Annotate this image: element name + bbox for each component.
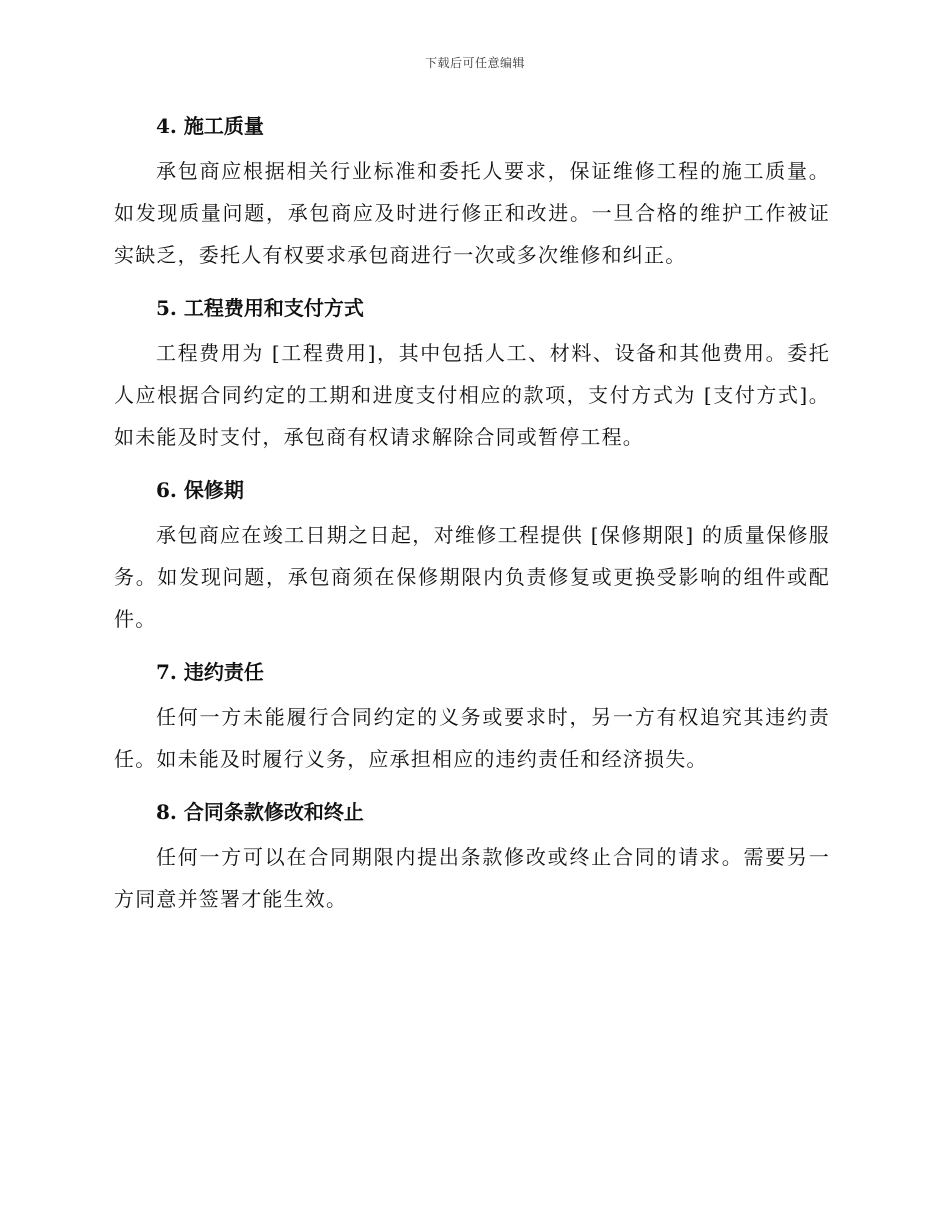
section-heading: 5. 工程费用和支付方式: [156, 296, 364, 320]
page-header: 下载后可任意编辑: [424, 56, 525, 70]
section-paragraph: 承包商应在竣工日期之日起，对维修工程提供 [保修期限] 的质量保修服务。如发现问题，承包商须在保修期限内负责修复或更换受影响的组件或配件。: [114, 523, 830, 631]
section-paragraph: 工程费用为 [工程费用]，其中包括人工、材料、设备和其他费用。委托人应根据合同约定的工期和进度支付相应的款项，支付方式为 [支付方式]。如未能及时支付，承包商有权请求解除合同或暂停工程。: [114, 341, 830, 449]
section-heading: 6. 保修期: [156, 478, 244, 502]
section-warranty: [114, 472, 830, 640]
section-heading: 4. 施工质量: [156, 114, 264, 138]
section-breach: [114, 654, 830, 780]
section-heading: 8. 合同条款修改和终止: [156, 800, 364, 824]
section-fees-payment: [114, 290, 830, 458]
section-paragraph: 任何一方可以在合同期限内提出条款修改或终止合同的请求。需要另一方同意并签署才能生效。: [114, 845, 830, 911]
section-paragraph: 任何一方未能履行合同约定的义务或要求时，另一方有权追究其违约责任。如未能及时履行义务，应承担相应的违约责任和经济损失。: [114, 705, 830, 771]
document-body: [114, 108, 830, 934]
section-heading: 7. 违约责任: [156, 660, 264, 684]
section-paragraph: 承包商应根据相关行业标准和委托人要求，保证维修工程的施工质量。如发现质量问题，承包商应及时进行修正和改进。一旦合格的维护工作被证实缺乏，委托人有权要求承包商进行一次或多次维修和纠正。: [114, 159, 830, 267]
section-amendment-termination: [114, 794, 830, 920]
section-quality: [114, 108, 830, 276]
